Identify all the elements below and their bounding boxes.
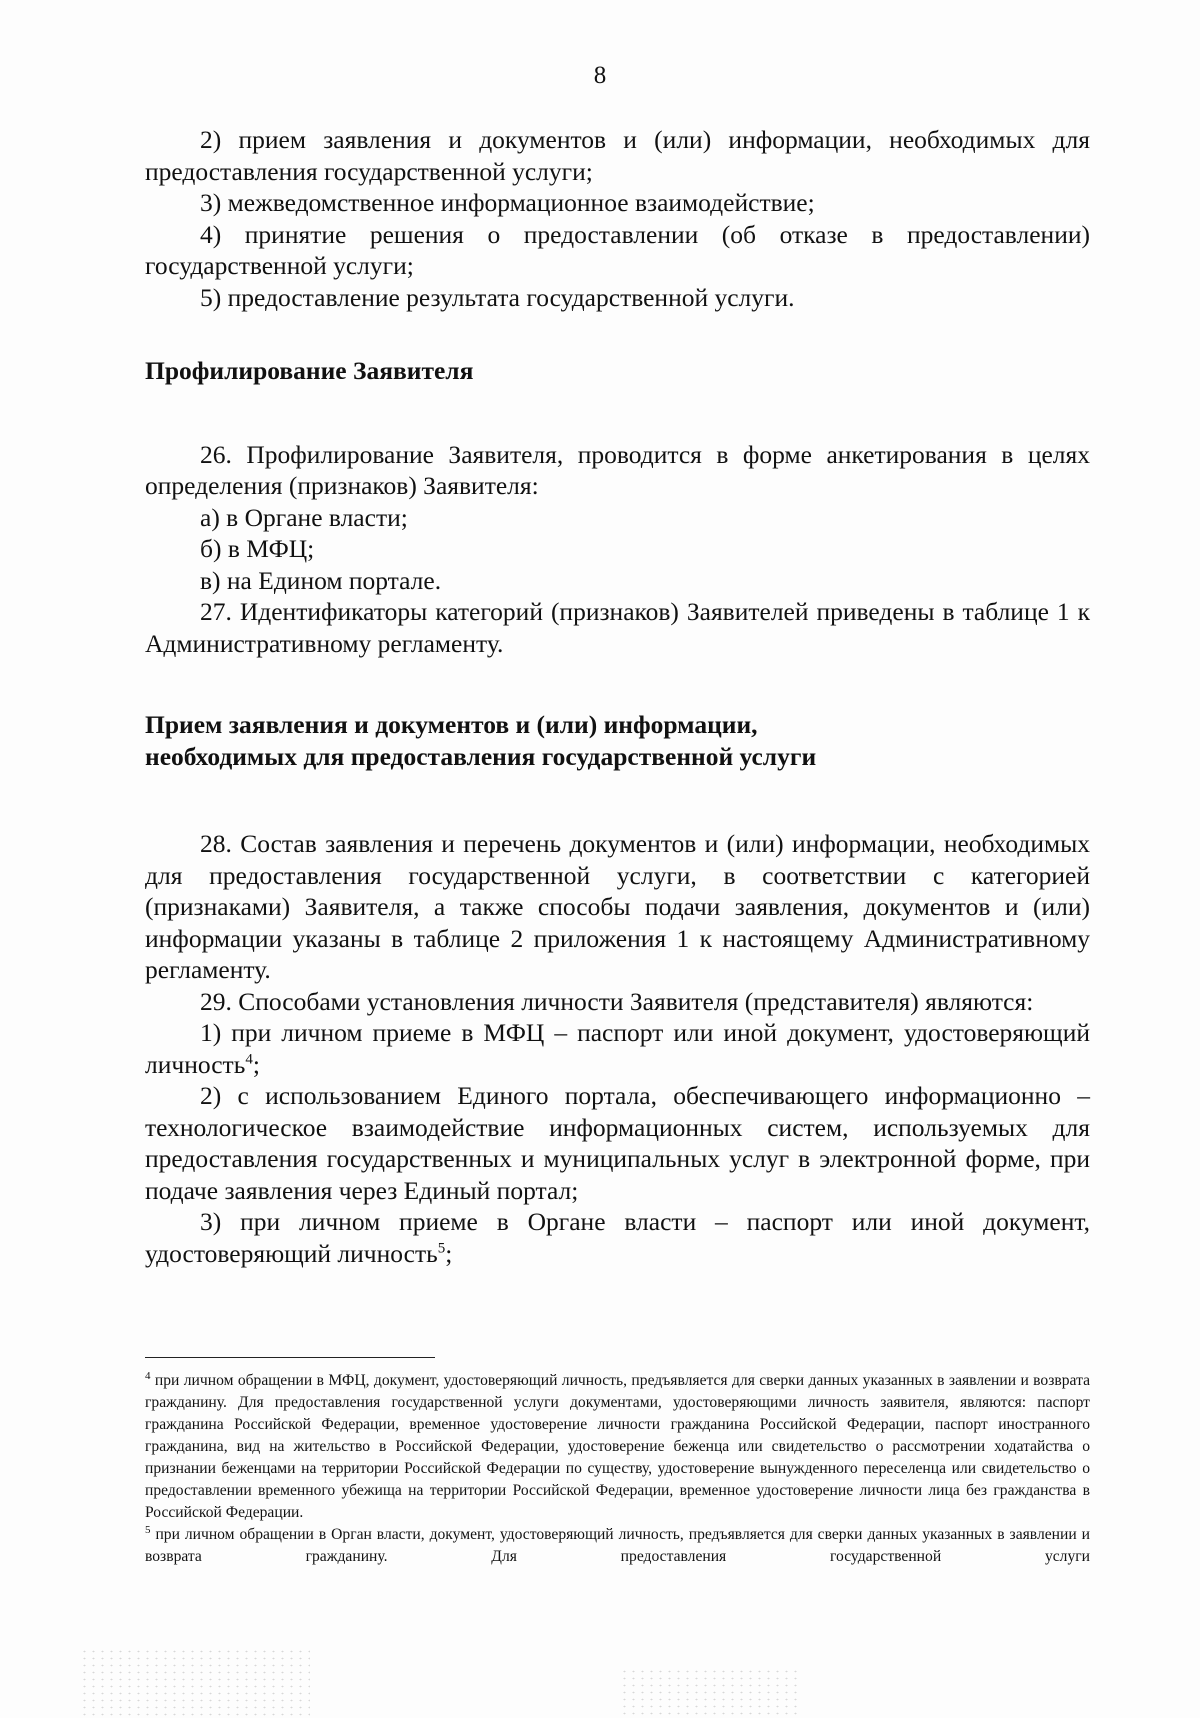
item-text: 1) при личном приеме в МФЦ – паспорт или иной документ, удостоверяющий личность	[145, 1018, 1090, 1079]
scan-noise	[620, 1668, 800, 1718]
list-item: 2) с использованием Единого портала, обеспечивающего информационно – технологическое взаимодействие информационных систем, используемых для предоставления государственных и муниципальных услуг в электронной форме, при подаче заявления через Единый портал;	[145, 1081, 1090, 1205]
footnote-separator	[145, 1357, 435, 1358]
list-item: в) на Едином портале.	[200, 565, 442, 595]
list-item: 3) межведомственное информационное взаимодействие;	[200, 188, 815, 217]
list-item: 5) предоставление результата государственной услуги.	[200, 282, 795, 312]
list-item: а) в Органе власти;	[200, 502, 408, 532]
footnotes	[145, 1370, 1090, 1568]
list-item: 2) прием заявления и документов и (или) информации, необходимых для предоставления государственной услуги;	[145, 125, 1090, 186]
footnote-ref-4: 4	[245, 1051, 253, 1067]
footnote-5: $^5$ при личном обращении в Орган власти, документ, удостоверяющий личность, предъявляется для сверки данных указанных в заявлении и возврата гражданину. Для предоставления государственной услуги	[145, 1523, 1090, 1565]
list-item: 4) принятие решения о предоставлении (об отказе в предоставлении) государственной услуги;	[145, 219, 1090, 280]
footnote-4: $^4$ при личном обращении в МФЦ, документ, удостоверяющий личность, предъявляется для сверки данных указанных в заявлении и возврата гражданину. Для предоставления государственной услуги документами, удостоверяющими личность заявителя, являются: паспорт гражданина Российской Федерации, временное удостоверение личности гражданина Российской Федерации, паспорт иностранного гражданина, вид на жительство в Российской Федерации, удостоверение беженца или свидетельство о рассмотрении ходатайства о признании беженцами на территории Российской Федерации по существу, удостоверение вынужденного переселенца или свидетельство о предоставлении временного убежища на территории Российской Федерации, временное удостоверение личности лица без гражданства в Российской Федерации.	[145, 1369, 1090, 1521]
paragraph-27: 27. Идентификаторы категорий (признаков) Заявителей приведены в таблице 1 к Административному регламенту.	[145, 597, 1090, 658]
paragraph-29: 29. Способами установления личности Заявителя (представителя) являются:	[200, 986, 1034, 1016]
list-item: б) в МФЦ;	[200, 534, 315, 563]
section-heading-reception-line1: Прием заявления и документов и (или) информации,	[145, 710, 758, 739]
footnote-ref-5: 5	[437, 1240, 446, 1256]
paragraph-26: 26. Профилирование Заявителя, проводится в форме анкетирования в целях определения (признаков) Заявителя:	[145, 439, 1090, 500]
footnote-mark: 5	[145, 1523, 151, 1536]
item-text: 3) при личном приеме в Органе власти – паспорт или иной документ, удостоверяющий личность	[145, 1207, 1090, 1268]
page-number: 8	[593, 62, 607, 89]
scan-noise	[80, 1648, 310, 1718]
list-item: 3) при личном приеме в Органе власти – паспорт или иной документ, удостоверяющий личность$^5$;	[145, 1207, 1090, 1268]
footnote-mark: 4	[145, 1369, 151, 1382]
body-text	[145, 124, 1090, 1269]
section-heading-profiling: Профилирование Заявителя	[145, 356, 474, 385]
paragraph-28: 28. Состав заявления и перечень документов и (или) информации, необходимых для предоставления государственной услуги, в соответствии с категорией (признаками) Заявителя, а также способы подачи заявления, документов и (или) информации указаны в таблице 2 приложения 1 к настоящему Административному регламенту.	[145, 829, 1090, 984]
section-heading-reception-line2: необходимых для предоставления государственной услуги	[145, 741, 817, 771]
list-item: 1) при личном приеме в МФЦ – паспорт или иной документ, удостоверяющий личность$^4$;	[145, 1018, 1090, 1079]
